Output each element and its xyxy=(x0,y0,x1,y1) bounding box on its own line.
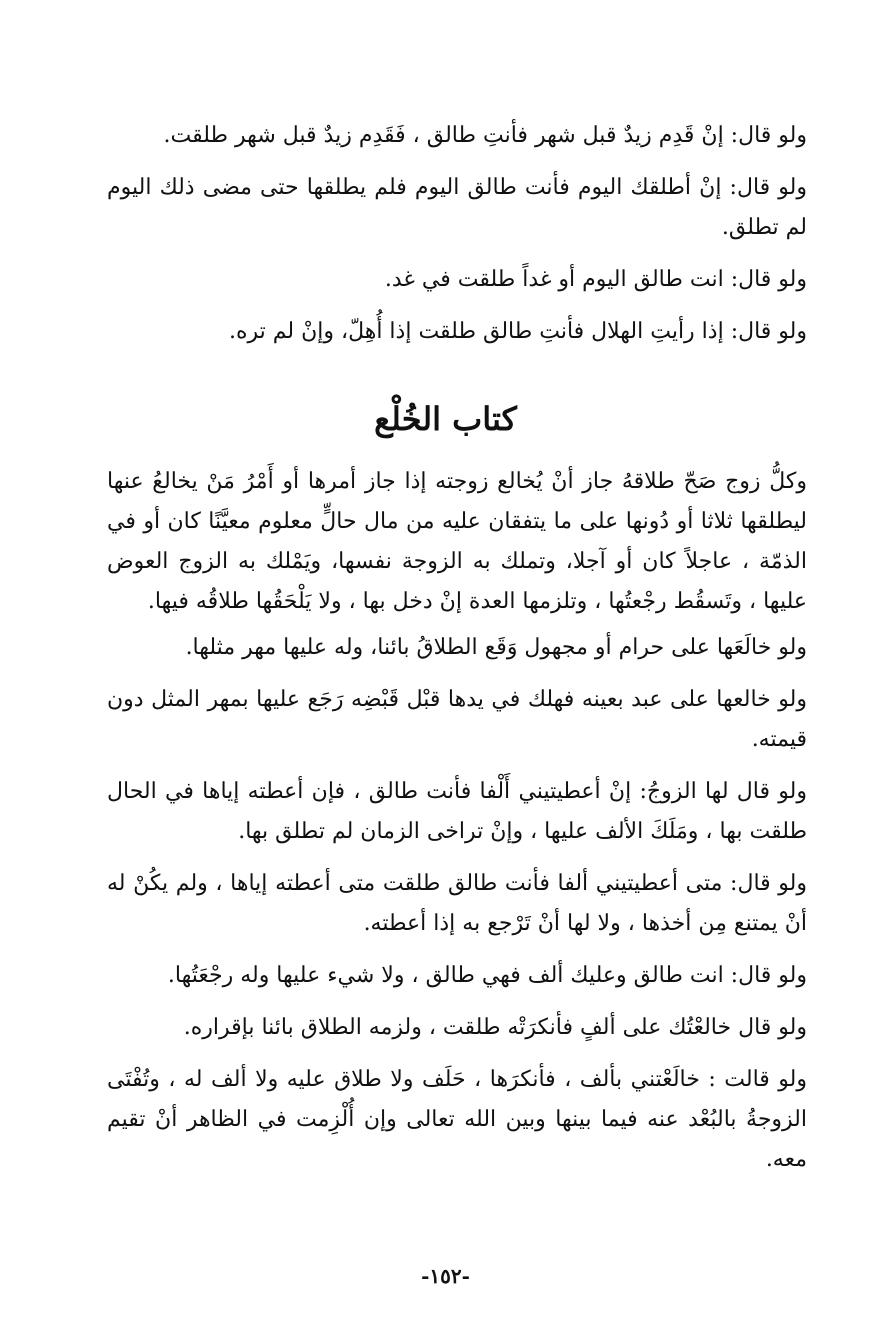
paragraph: ولو قال لها الزوجُ: إنْ أعطيتيني أَلْفا فأنت طالق ، فإن أعطته إياها في الحال طلقت بها ، ومَلَكَ الألف عليها ، وإنْ تراخى الزمان لم تطلق بها. xyxy=(107,779,807,844)
paragraph: ولو قالت : خالَعْتني بألف ، فأنكرَها ، حَلَف ولا طلاق عليه ولا ألف له ، وتُفْتَى الزوجةُ بالبُعْد عنه فيما بينها وبين الله تعالى وإن أُلْزِمت في الظاهر أنْ تقيم معه. xyxy=(107,1067,807,1172)
text-block-top xyxy=(107,116,807,352)
paragraph: وكلُّ زوج صَحّ طلاقهُ جاز أنْ يُخالع زوجته إذا جاز أمرها أو أَمْرُ مَنْ يخالعُ عنها ليطلقها ثلاثا أو دُونها على ما يتفقان عليه من مال حالٍّ معلوم معيَّنًا كان أو في الذمّة ، عاجلاً كان أو آجلا، وتملك به الزوجة نفسها، ويَمْلك به الزوج العوض عليها ، وتَسقُط رجْعتُها ، وتلزمها العدة إنْ دخل بها ، ولا يَلْحَقُها طلاقُه فيها. xyxy=(107,469,807,614)
paragraph: ولو قال: متى أعطيتيني ألفا فأنت طالق طلقت متى أعطته إياها ، ولم يكُنْ له أنْ يمتنع مِن أخذها ، ولا لها أنْ تَرْجع به إذا أعطته. xyxy=(107,871,807,936)
paragraph: ولو قال: إذا رأيتِ الهلال فأنتِ طالق طلقت إذا أُهِلّ، وإنْ لم تره. xyxy=(228,319,807,344)
paragraph: ولو خالعها على عبد بعينه فهلك في يدها قبْل قَبْضِه رَجَع عليها بمهر المثل دون قيمته. xyxy=(107,687,807,752)
paragraph: ولو قال خالعْتُك على ألفٍ فأنكرَتْه طلقت ، ولزمه الطلاق بائنا بإقراره. xyxy=(183,1015,807,1040)
page-number: -١٥٢- xyxy=(421,1264,470,1288)
paragraph: ولو قال: انت طالق اليوم أو غداً طلقت في غد. xyxy=(384,267,807,292)
text-block-bottom xyxy=(107,462,807,1180)
paragraph: ولو خالَعَها على حرام أو مجهول وَقَع الطلاقُ بائنا، وله عليها مهر مثلها. xyxy=(185,635,807,660)
paragraph: ولو قال: انت طالق وعليك ألف فهي طالق ، ولا شيء عليها وله رجْعَتُها. xyxy=(167,963,807,988)
paragraph: ولو قال: إنْ قَدِم زيدٌ قبل شهر فأنتِ طالق ، فَقَدِم زيدٌ قبل شهر طلقت. xyxy=(163,123,807,148)
paragraph: ولو قال: إنْ أطلقك اليوم فأنت طالق اليوم فلم يطلقها حتى مضى ذلك اليوم لم تطلق. xyxy=(107,175,807,240)
chapter-heading: كتاب الخُلْع xyxy=(374,400,517,438)
